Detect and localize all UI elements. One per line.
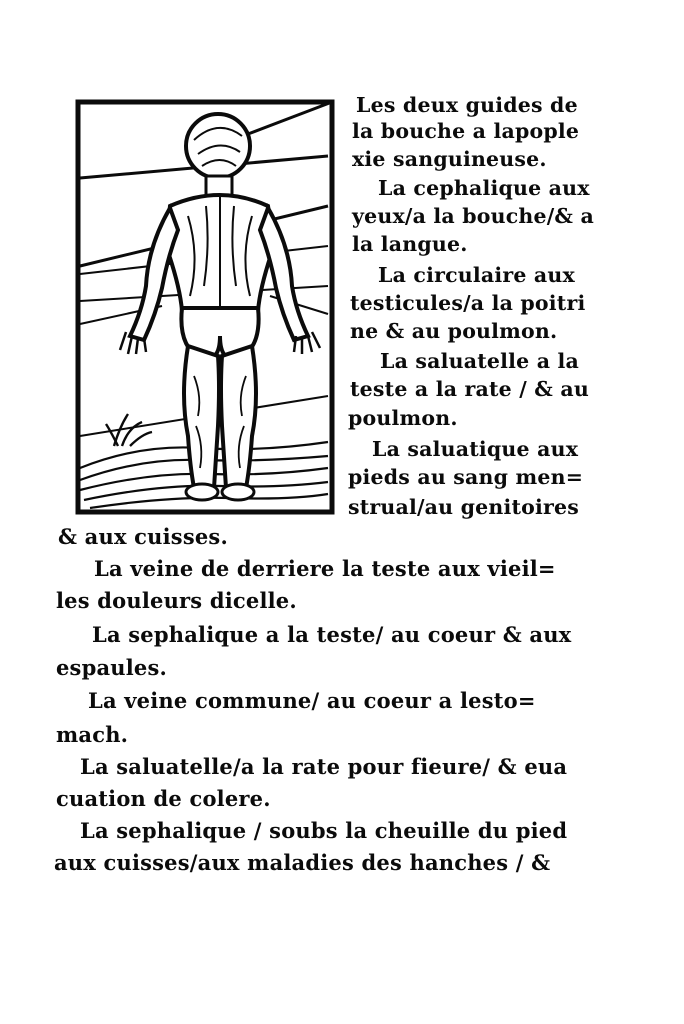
text-line: les douleurs dicelle. <box>56 588 297 613</box>
text-line: La saluatique aux <box>372 437 579 461</box>
text-line: Les deux guides de <box>356 93 578 117</box>
text-line: La sephalique a la teste/ au coeur & aux <box>92 622 572 647</box>
text-line: La cephalique aux <box>378 176 590 200</box>
text-line: ne & au poulmon. <box>350 319 558 343</box>
text-line: La circulaire aux <box>378 263 575 287</box>
text-line: espaules. <box>56 655 168 680</box>
text-line: La saluatelle a la <box>380 349 579 373</box>
text-line: La sephalique / soubs la cheuille du pied <box>80 818 568 843</box>
text-line: strual/au genitoires <box>348 495 579 519</box>
text-line: poulmon. <box>348 406 458 430</box>
text-line: la langue. <box>352 232 468 256</box>
text-line: pieds au sang men= <box>348 465 584 489</box>
woodcut-illustration <box>70 96 340 516</box>
human-figure-icon <box>78 102 332 512</box>
text-line: mach. <box>56 722 129 747</box>
text-line: & aux cuisses. <box>58 524 228 549</box>
text-line: La saluatelle/a la rate pour fieure/ & eua <box>80 754 568 779</box>
text-line: teste a la rate / & au <box>350 377 589 401</box>
text-line: cuation de colere. <box>56 786 271 811</box>
text-line: La veine de derriere la teste aux vieil= <box>94 556 556 581</box>
text-line: aux cuisses/aux maladies des hanches / & <box>54 850 551 875</box>
text-line: yeux/a la bouche/& a <box>352 204 594 228</box>
text-line: La veine commune/ au coeur a lesto= <box>88 688 536 713</box>
text-line: xie sanguineuse. <box>352 147 547 171</box>
text-line: la bouche a lapople <box>352 119 580 143</box>
text-line: testicules/a la poitri <box>350 291 586 315</box>
